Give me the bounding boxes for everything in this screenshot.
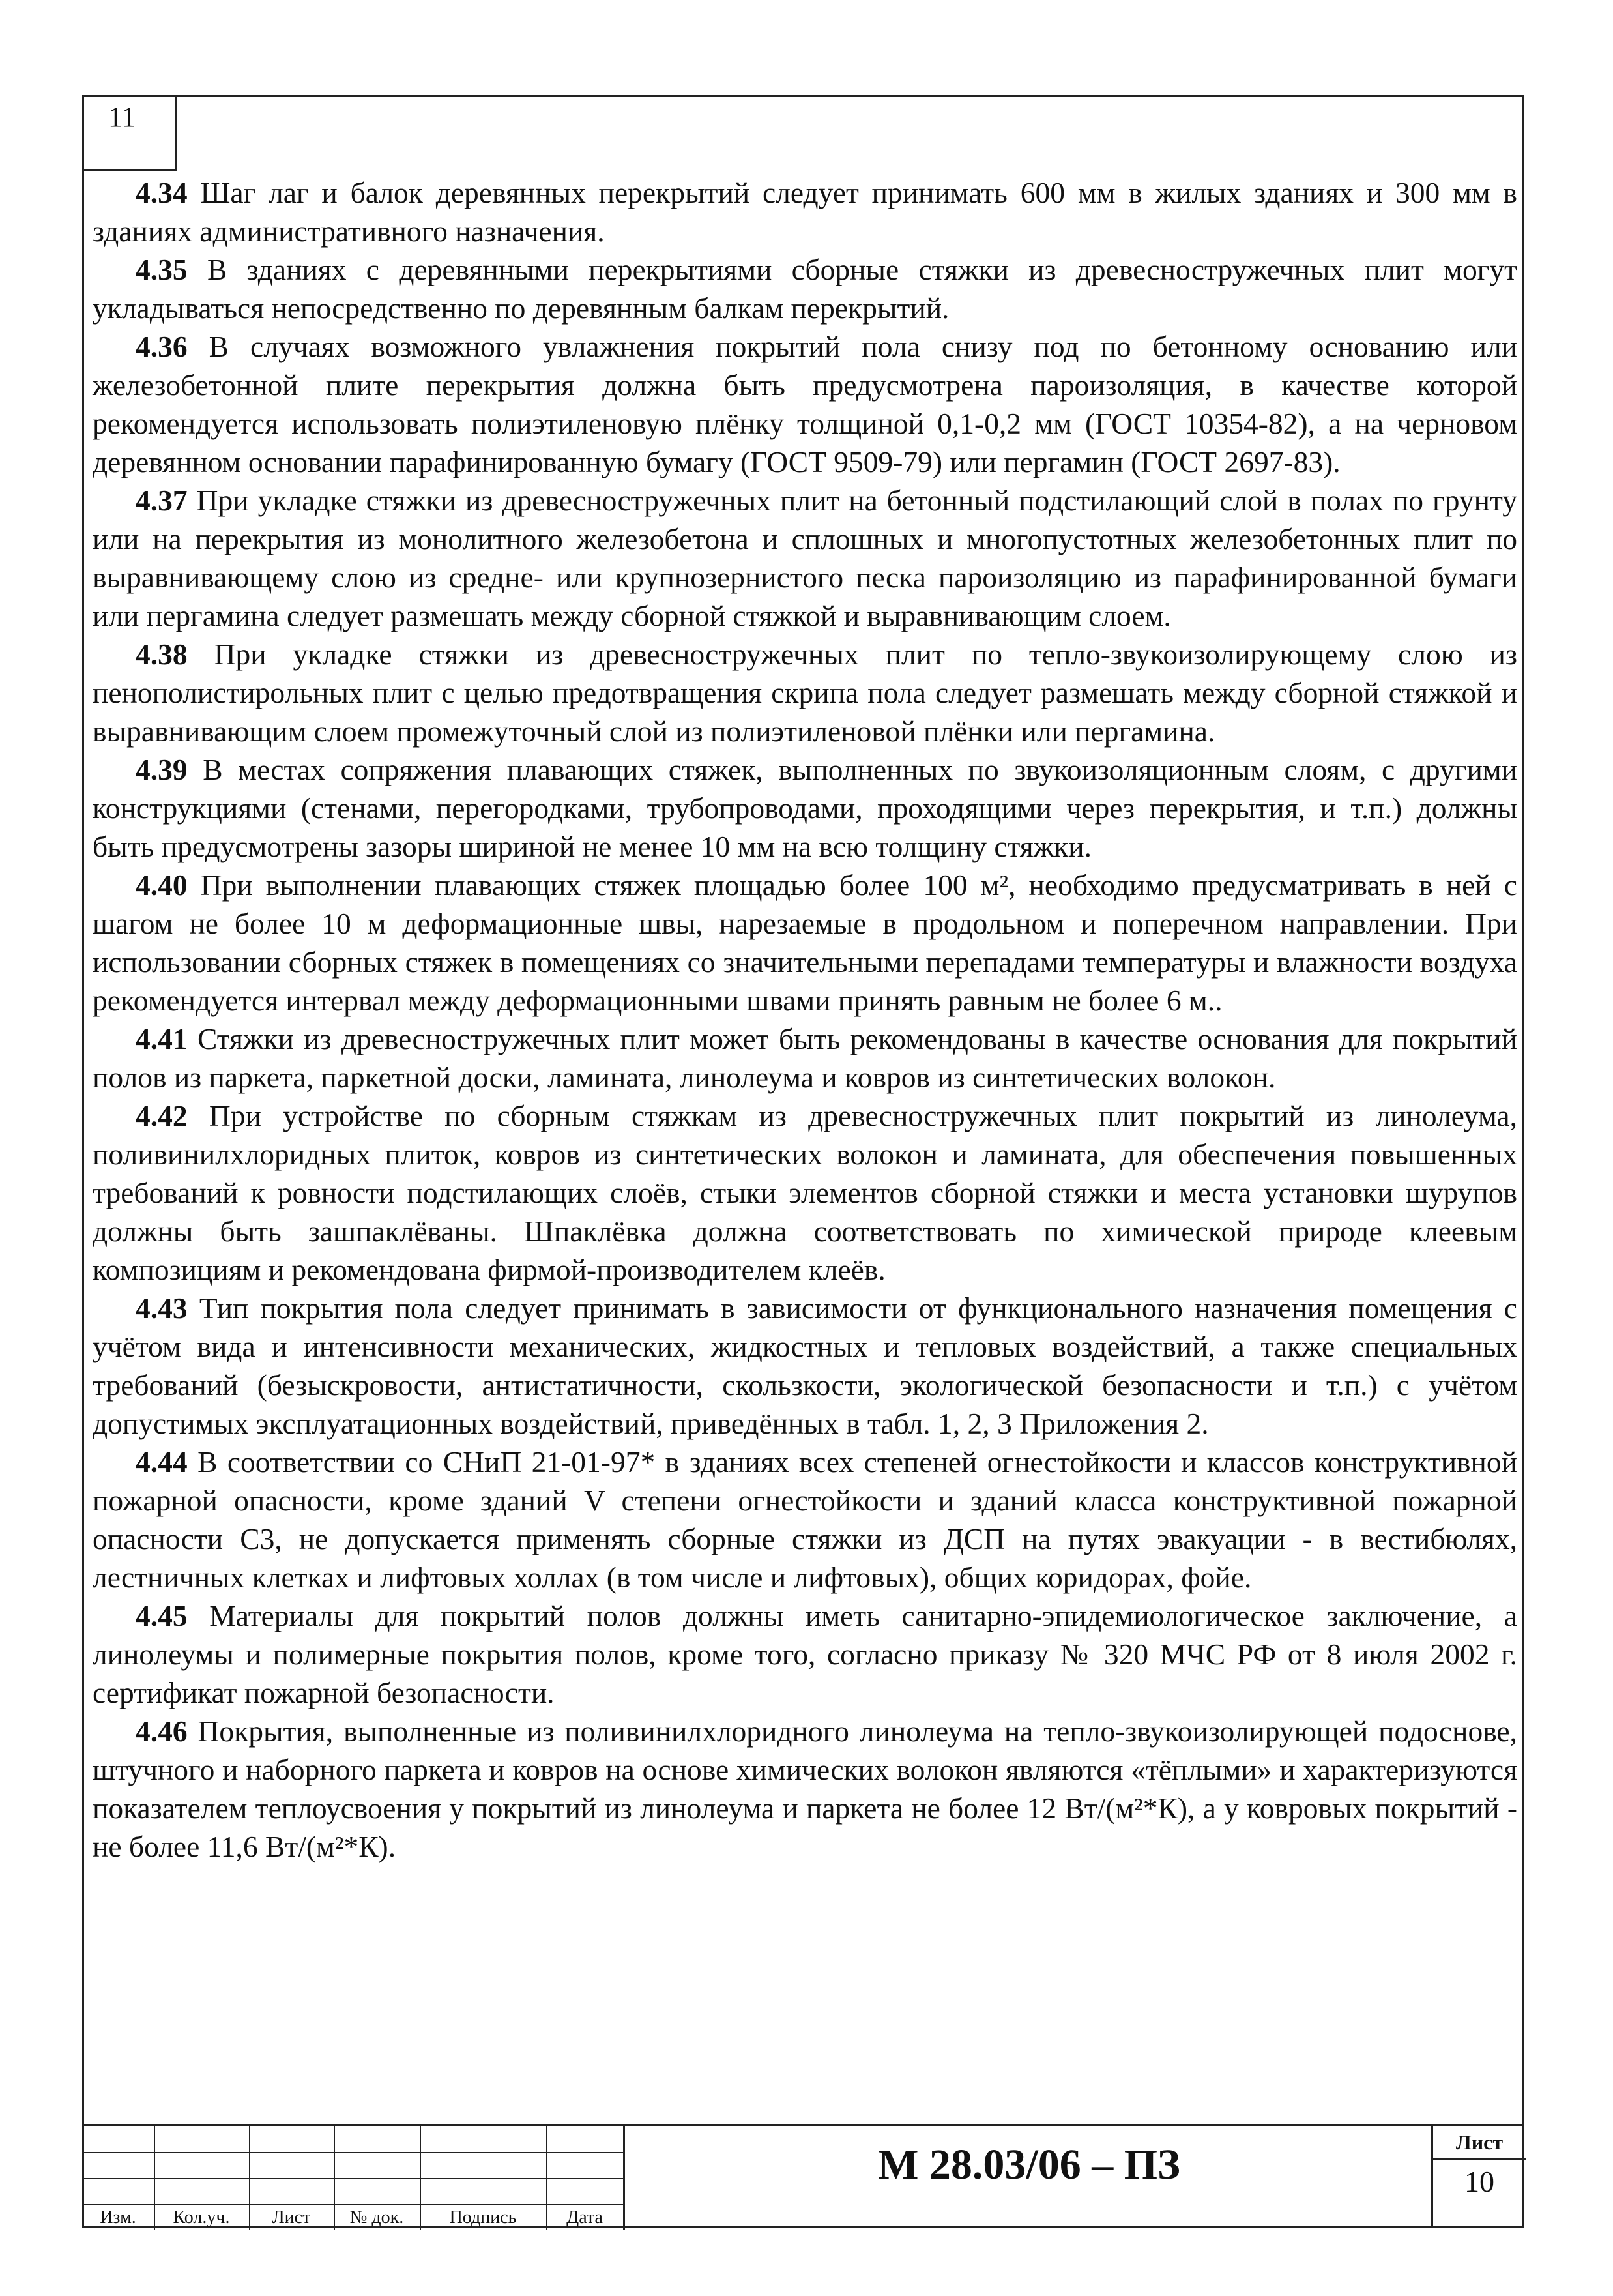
paragraph bbox=[93, 481, 1517, 635]
clause-number: 4.36 bbox=[136, 330, 188, 363]
clause-number: 4.43 bbox=[136, 1291, 188, 1325]
clause-text: Покрытия, выполненные из поливинилхлоридного линолеума на тепло-звукоизолирующей подоснове, штучного и наборного паркета и ковров на основе химических волокон являются «тёплыми» и характеризуются показателем теплоусвоения у покрытий из линолеума и паркета не более 12 Вт/(м²*К), а у ковровых покрытий - не более 11,6 Вт/(м²*К). bbox=[93, 1715, 1517, 1863]
paragraph bbox=[93, 750, 1517, 866]
paragraph bbox=[93, 635, 1517, 750]
clause-number: 4.44 bbox=[136, 1445, 188, 1479]
clause-number: 4.35 bbox=[136, 253, 188, 286]
title-block-grid bbox=[82, 2124, 623, 2230]
paragraph bbox=[93, 1020, 1517, 1096]
grid-line bbox=[82, 2152, 623, 2153]
header-kol-uch: Кол.уч. bbox=[173, 2207, 230, 2228]
header-izm: Изм. bbox=[100, 2207, 136, 2228]
clause-text: При выполнении плавающих стяжек площадью более 100 м², необходимо предусматривать в ней с шагом не более 10 м деформационные швы, нарезаемые в продольном и поперечном направлении. При использовании сборных стяжек в помещениях со значительными перепадами температуры и влажности воздуха рекомендуется интервал между деформационными швами принять равным не более 6 м.. bbox=[93, 868, 1517, 1017]
paragraph bbox=[93, 1289, 1517, 1443]
clause-text: Стяжки из древесностружечных плит может быть рекомендованы в качестве основания для покрытий полов из паркета, паркетной доски, ламината, линолеума и ковров из синтетических волокон. bbox=[93, 1022, 1517, 1094]
sheet-number: 10 bbox=[1464, 2165, 1494, 2198]
sheet-label: Лист bbox=[1433, 2126, 1526, 2160]
clause-number: 4.45 bbox=[136, 1599, 188, 1632]
clause-number: 4.42 bbox=[136, 1099, 188, 1132]
clause-text: При устройстве по сборным стяжкам из древесностружечных плит покрытий из линолеума, поливинилхлоридных плиток, ковров из синтетических волокон и ламината, для обеспечения повышенных требований к ровности подстилающих слоёв, стыки элементов сборной стяжки и места установки шурупов должны быть зашпаклёваны. Шпаклёвка должна соответствовать по химической природе клеевым композициям и рекомендована фирмой-производителем клеёв. bbox=[93, 1099, 1517, 1286]
paragraph bbox=[93, 1443, 1517, 1597]
clause-text: При укладке стяжки из древесностружечных плит на бетонный подстилающий слой в полах по грунту или на перекрытия из монолитного железобетона и сплошных и многопустотных железобетонных плит по выравнивающему слою из средне- или крупнозернистого песка пароизоляцию из парафинированной бумаги или пергамина следует размешать между сборной стяжкой и выравнивающим слоем. bbox=[93, 484, 1517, 632]
sheet-box bbox=[1431, 2124, 1524, 2228]
header-doc-num: № док. bbox=[349, 2207, 404, 2228]
paragraph bbox=[93, 327, 1517, 481]
clause-number: 4.34 bbox=[136, 176, 188, 209]
clause-number: 4.37 bbox=[136, 484, 188, 517]
clause-number: 4.41 bbox=[136, 1022, 188, 1055]
clause-number: 4.38 bbox=[136, 638, 188, 671]
paragraph bbox=[93, 1597, 1517, 1712]
paragraph bbox=[93, 250, 1517, 327]
clause-text: При укладке стяжки из древесностружечных плит по тепло-звукоизолирующему слою из пенополистирольных плит с целью предотвращения скрипа пола следует размешать между сборной стяжкой и выравнивающим слоем промежуточный слой из полиэтиленовой плёнки или пергамина. bbox=[93, 638, 1517, 748]
grid-line bbox=[82, 2178, 623, 2179]
clause-text: В местах сопряжения плавающих стяжек, выполненных по звукоизоляционным слоям, с другими конструкциями (стенами, перегородками, трубопроводами, проходящими через перекрытия, и т.п.) должны быть предусмотрены зазоры шириной не менее 10 мм на всю толщину стяжки. bbox=[93, 753, 1517, 863]
paragraph bbox=[93, 866, 1517, 1020]
header-date: Дата bbox=[566, 2207, 603, 2228]
clause-number: 4.40 bbox=[136, 868, 188, 902]
document-body bbox=[93, 173, 1517, 1866]
paragraph bbox=[93, 1096, 1517, 1289]
document-code: М 28.03/06 – ПЗ bbox=[623, 2124, 1433, 2230]
page-number-box: 11 bbox=[82, 95, 177, 171]
header-list: Лист bbox=[272, 2207, 311, 2228]
clause-text: В соответствии со СНиП 21-01-97* в зданиях всех степеней огнестойкости и классов конструктивной пожарной опасности, кроме зданий V степени огнестойкости и зданий класса конструктивной пожарной опасности С3, не допускается применять сборные стяжки из ДСП на путях эвакуации - в вестибюлях, лестничных клетках и лифтовых холлах (в том числе и лифтовых), общих коридорах, фойе. bbox=[93, 1445, 1517, 1594]
clause-text: Тип покрытия пола следует принимать в зависимости от функционального назначения помещения с учётом вида и интенсивности механических, жидкостных и тепловых воздействий, а также специальных требований (безыскровости, антистатичности, скользкости, экологической безопасности и т.п.) с учётом допустимых эксплуатационных воздействий, приведённых в табл. 1, 2, 3 Приложения 2. bbox=[93, 1291, 1517, 1440]
header-signature: Подпись bbox=[449, 2207, 517, 2228]
paragraph bbox=[93, 173, 1517, 250]
paragraph bbox=[93, 1712, 1517, 1866]
clause-text: Материалы для покрытий полов должны иметь санитарно-эпидемиологическое заключение, а линолеумы и полимерные покрытия полов, кроме того, согласно приказу № 320 МЧС РФ от 8 июля 2002 г. сертификат пожарной безопасности. bbox=[93, 1599, 1517, 1709]
clause-text: В случаях возможного увлажнения покрытий пола снизу под по бетонному основанию или железобетонной плите перекрытия должна быть предусмотрена пароизоляция, в качестве которой рекомендуется использовать полиэтиленовую плёнку толщиной 0,1-0,2 мм (ГОСТ 10354-82), а на черновом деревянном основании парафинированную бумагу (ГОСТ 9509-79) или пергамин (ГОСТ 2697-83). bbox=[93, 330, 1517, 478]
clause-number: 4.46 bbox=[136, 1715, 188, 1748]
clause-number: 4.39 bbox=[136, 753, 188, 786]
clause-text: В зданиях с деревянными перекрытиями сборные стяжки из древесностружечных плит могут укладываться непосредственно по деревянным балкам перекрытий. bbox=[93, 253, 1517, 325]
clause-text: Шаг лаг и балок деревянных перекрытий следует принимать 600 мм в жилых зданиях и 300 мм в зданиях административного назначения. bbox=[93, 176, 1517, 248]
